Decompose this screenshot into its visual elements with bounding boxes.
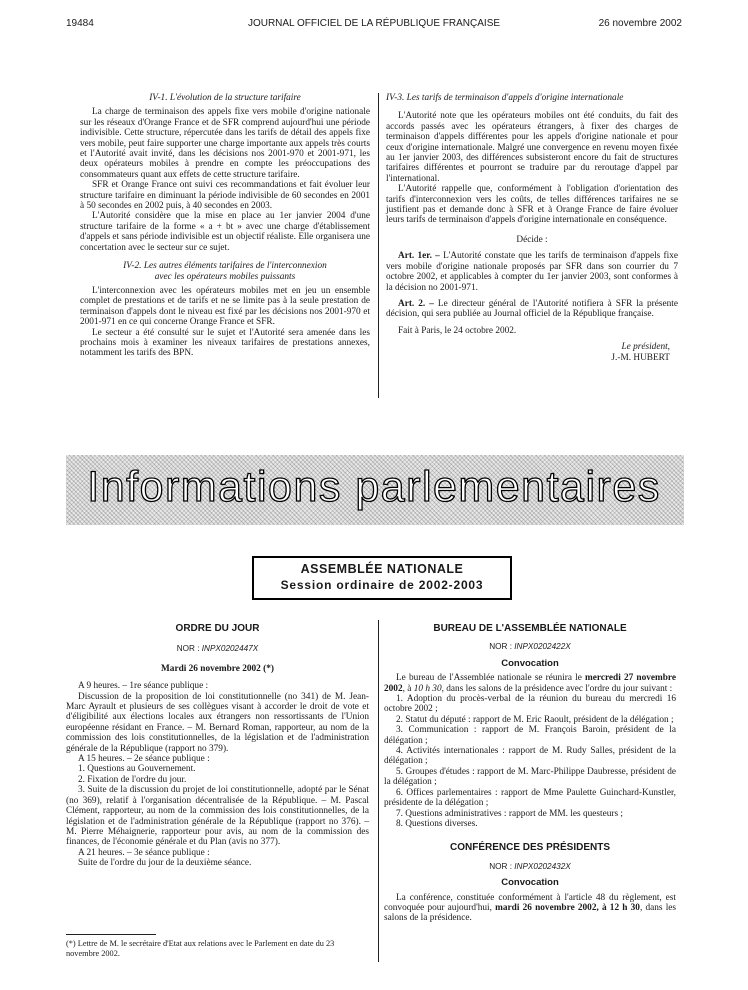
bureau-intro: [384, 673, 676, 694]
conference-text: [384, 893, 676, 924]
list-item: 5. Groupes d'études : rapport de M. Marc-Philippe Daubresse, président de la délégation ;: [384, 766, 676, 788]
page-date: 26 novembre 2002: [598, 18, 682, 29]
column-divider: [378, 93, 379, 398]
nor-label: NOR :: [176, 644, 200, 654]
text: , à: [402, 683, 414, 694]
decide-label: Décide :: [516, 234, 548, 245]
journal-title: JOURNAL OFFICIEL DE LA RÉPUBLIQUE FRANÇAISE: [247, 18, 501, 29]
list-item: 1. Adoption du procès-verbal de la réunion du bureau du mercredi 16 octobre 2002 ;: [384, 694, 676, 715]
section-iv3-title: IV-3. Les tarifs de terminaison d'appels d'origine internationale: [386, 93, 624, 103]
assembly-box: [252, 556, 512, 600]
section-iv2-title-1: IV-2. Les autres éléments tarifaires de l'interconnexion: [123, 261, 327, 272]
paragraph: L'Autorité note que les opérateurs mobiles ont été conduits, du fait des accords passés avec les opérateurs étrangers, à fixer des charges de terminaison d'appels différentes pour les appels d'origine nationale et pour ceux d'origine internationale. Malgré une convergence en revenu moyen fixée au 1er janvier 2003, des différences subsisteront encore du fait de structures tarifaires différentes et pourront se traduire par du reroutage d'appel par l'international.: [386, 111, 678, 184]
list-item: 8. Questions diverses.: [396, 818, 478, 829]
assembly-title: ASSEMBLÉE NATIONALE: [300, 562, 464, 576]
bureau-title: BUREAU DE L'ASSEMBLÉE NATIONALE: [433, 623, 627, 634]
conference-convocation: Convocation: [501, 877, 559, 889]
ordre-title: ORDRE DU JOUR: [175, 623, 260, 634]
ordre-day: Mardi 26 novembre 2002 (*): [161, 663, 274, 674]
text: La conférence, constituée conformément à l'article 48 du règlement, est convoquée pour aujourd'hui,: [384, 892, 676, 913]
bureau-nor: [384, 642, 676, 652]
article-2-text: Le directeur général de l'Autorité notifiera à SFR la présente décision, qui sera publiée au Journal officiel de la République française.: [386, 298, 679, 320]
paragraph: La charge de terminaison des appels fixe vers mobile d'origine nationale sur les réseaux d'Orange France et de SFR comprend aujourd'hui une période indivisible. Cette structure, répercutée dans les tarifs de détail des appels fixe vers mobile, peut faire supporter une charge importante aux appels très courts et l'Autorité avait invité, dans les décisions nos 2001-970 et 2001-971, les deux opérateurs mobiles à prendre en compte les préoccupations des consommateurs quant aux effets de cette structure tarifaire.: [80, 107, 370, 180]
section-iv2-title-2: avec les opérateurs mobiles puissants: [154, 271, 296, 282]
list-item: 7. Questions administratives : rapport de MM. les questeurs ;: [396, 808, 623, 819]
article-2-label: Art. 2. –: [398, 298, 434, 309]
section-iv1-title: IV-1. L'évolution de la structure tarifaire: [149, 93, 301, 103]
done-at: Fait à Paris, le 24 octobre 2002.: [398, 325, 517, 336]
nor-label: NOR :: [489, 861, 512, 871]
list-item: 1. Questions au Gouvernement.: [78, 764, 196, 775]
footnote-rule: [66, 934, 156, 935]
list-item: 2. Fixation de l'ordre du jour.: [78, 774, 187, 785]
banner-title: Informations parlementaires: [87, 463, 661, 511]
article-2: [386, 299, 678, 320]
session-title: Session ordinaire de 2002-2003: [280, 578, 484, 592]
list-item: A 15 heures. – 2e séance publique :: [78, 754, 210, 765]
paragraph: SFR et Orange France ont suivi ces recommandations et fait évoluer leur structure tarifaire en diminuant la période indivisible de 60 secondes en 2001 à 50 secondes en 2002 puis, à 40 secondes en 2003.: [80, 180, 370, 212]
ordre-du-jour-column: [66, 624, 369, 869]
text-bold: mercredi 27 novembre 2002: [384, 673, 676, 694]
page-number: 19484: [66, 18, 94, 29]
article-1: [386, 251, 678, 293]
footnote: (*) Lettre de M. le secrétaire d'Etat aux relations avec le Parlement en date du 23 novembre 2002.: [66, 939, 335, 958]
text-bold: mardi 26 novembre 2002, à 12 h 30: [495, 902, 640, 913]
list-item: 3. Suite de la discussion du projet de loi constitutionnelle, adopté par le Sénat (no 369), relatif à l'organisation décentralisée de la République. – M. Pascal Clément, rapporteur, au nom de la commission des lois constitutionnelles, de la législation et de l'administration générale de la République (rapport no 376). – M. Pierre Méhaignerie, rapporteur pour avis, au nom de la commission des finances, de l'économie générale et du Plan (avis no 377).: [66, 785, 369, 848]
signature-role: Le président,: [621, 342, 670, 353]
text: Le bureau de l'Assemblée nationale se réunira le: [396, 673, 585, 684]
paragraph: Le secteur a été consulté sur le sujet et l'Autorité sera amenée dans les prochains mois à examiner les niveaux tarifaires de prestations annexes, notamment les tarifs des BPN.: [80, 327, 370, 359]
column-divider: [378, 620, 379, 962]
list-item: 3. Communication : rapport de M. François Baroin, président de la délégation ;: [384, 725, 676, 746]
right-top-column: [386, 93, 678, 363]
ordre-nor: [66, 644, 369, 654]
list-item: Discussion de la proposition de loi constitutionnelle (no 341) de M. Jean-Marc Ayrault et plusieurs de ses collègues visant à accorder le droit de vote et d'éligibilité aux élections locales aux étrangers non ressortissants de l'Union européenne résidant en France. – M. Bernard Roman, rapporteur, au nom de la commission des lois constitutionnelles, de la législation et de l'administration générale de la République (rapport no 379).: [66, 691, 369, 754]
bureau-convocation: Convocation: [501, 657, 559, 669]
article-1-label: Art. 1er. –: [398, 251, 440, 262]
text-italic: 10 h 30: [413, 683, 442, 694]
list-item: 2. Statut du député : rapport de M. Eric Raoult, président de la délégation ;: [396, 714, 674, 725]
list-item: A 9 heures. – 1re séance publique :: [78, 681, 209, 692]
bureau-column: [384, 624, 676, 924]
nor-code: INPX0202447X: [201, 644, 259, 654]
signature-name: J.-M. HUBERT: [611, 352, 670, 363]
article-1-text: L'Autorité constate que les tarifs de terminaison d'appels fixe vers mobile d'origine nationale proposés par SFR dans son courrier du 7 octobre 2002, et applicables à compter du 1er janvier 2003, sont conformes à la décision no 2001-971.: [386, 251, 678, 293]
nor-code: INPX0202422X: [514, 642, 571, 652]
list-item: Suite de l'ordre du jour de la deuxième séance.: [78, 858, 252, 869]
list-item: 6. Offices parlementaires : rapport de Mme Paulette Guinchard-Kunstler, présidente de la délégation ;: [384, 787, 676, 809]
left-top-column: [80, 93, 370, 359]
paragraph: L'Autorité rappelle que, conformément à l'obligation d'orientation des tarifs d'interconnexion vers les coûts, de telles différences tarifaires ne se justifient pas et demande donc à SFR et à Orange France de faire évoluer leurs tarifs de terminaison d'appels d'origine internationale en conséquence.: [386, 184, 678, 226]
conference-title: CONFÉRENCE DES PRÉSIDENTS: [449, 842, 611, 854]
conference-nor: [384, 862, 676, 872]
nor-label: NOR :: [489, 642, 512, 652]
paragraph: L'interconnexion avec les opérateurs mobiles met en jeu un ensemble complet de prestations et de tarifs et ne se limite pas à la seule prestation de terminaison d'appels dont le niveau est fixé par les décisions nos 2001-970 et 2001-971 en ce qui concerne Orange France et SFR.: [80, 285, 370, 328]
nor-code: INPX0202432X: [514, 861, 571, 871]
text: , dans les salons de la présidence.: [384, 902, 677, 924]
list-item: 4. Activités internationales : rapport de M. Rudy Salles, président de la délégation ;: [384, 746, 676, 767]
text: , dans les salons de la présidence avec l'ordre du jour suivant :: [441, 683, 673, 694]
paragraph: L'Autorité considère que la mise en place au 1er janvier 2004 d'une structure tarifaire de la forme « a + bt » avec une charge d'établissement d'appels et sans période indivisible est un objectif réaliste. Elle organisera une concertation avec le secteur sur ce sujet.: [80, 211, 370, 253]
list-item: A 21 heures. – 3e séance publique :: [78, 847, 210, 858]
